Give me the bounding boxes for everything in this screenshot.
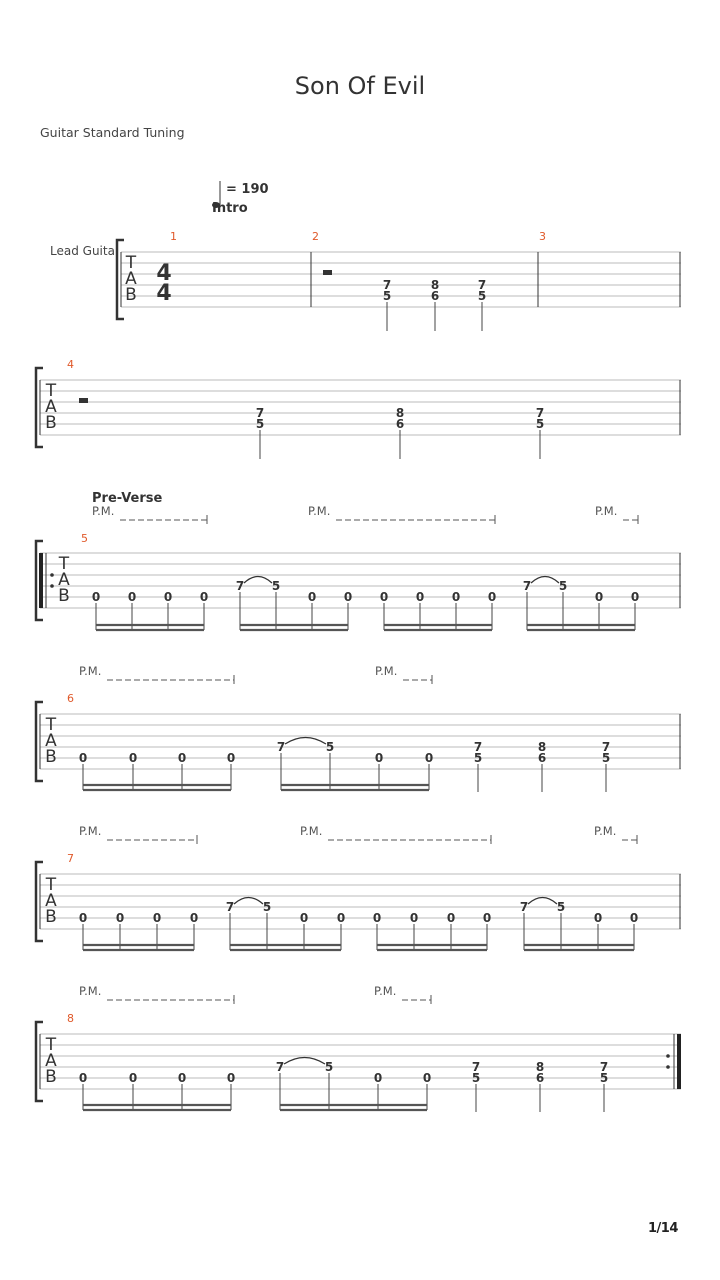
palm-mute-label: P.M. xyxy=(374,984,397,998)
tempo-label: = 190 xyxy=(226,182,269,197)
fret-number: 0 xyxy=(226,751,236,765)
slur-tie xyxy=(285,738,326,745)
fret-number: 0 xyxy=(409,911,419,925)
tab-clef-letter: T xyxy=(45,715,57,735)
fret-number: 7 xyxy=(601,740,611,754)
fret-number: 0 xyxy=(374,751,384,765)
fret-number: 7 xyxy=(599,1060,609,1074)
fret-number: 0 xyxy=(424,751,434,765)
fret-number: 0 xyxy=(629,911,639,925)
fret-number: 0 xyxy=(594,590,604,604)
fret-number: 0 xyxy=(177,751,187,765)
bar-number: 5 xyxy=(81,532,88,545)
fret-number: 0 xyxy=(372,911,382,925)
fret-number: 6 xyxy=(430,289,440,303)
fret-number: 5 xyxy=(556,900,566,914)
slur-tie xyxy=(284,1058,325,1065)
tab-clef-letter: A xyxy=(45,397,57,417)
whole-rest xyxy=(79,398,88,403)
tab-clef-letter: A xyxy=(58,570,70,590)
fret-number: 5 xyxy=(324,1060,334,1074)
tab-clef-letter: T xyxy=(58,554,70,574)
fret-number: 5 xyxy=(599,1071,609,1085)
fret-number: 0 xyxy=(163,590,173,604)
fret-number: 8 xyxy=(430,278,440,292)
tab-clef-letter: B xyxy=(45,747,57,767)
fret-number: 7 xyxy=(382,278,392,292)
fret-number: 0 xyxy=(189,911,199,925)
fret-number: 7 xyxy=(235,579,245,593)
fret-number: 5 xyxy=(271,579,281,593)
page-indicator: 1/14 xyxy=(648,1221,678,1236)
fret-number: 7 xyxy=(522,579,532,593)
fret-number: 5 xyxy=(262,900,272,914)
fret-number: 0 xyxy=(487,590,497,604)
palm-mute-label: P.M. xyxy=(79,984,102,998)
fret-number: 0 xyxy=(343,590,353,604)
fret-number: 5 xyxy=(601,751,611,765)
palm-mute-label: P.M. xyxy=(594,824,617,838)
palm-mute-label: P.M. xyxy=(92,504,115,518)
bar-number: 3 xyxy=(539,230,546,243)
fret-number: 7 xyxy=(477,278,487,292)
time-sig-top: 4 xyxy=(156,261,172,286)
fret-number: 7 xyxy=(255,406,265,420)
fret-number: 5 xyxy=(477,289,487,303)
fret-number: 5 xyxy=(473,751,483,765)
fret-number: 7 xyxy=(275,1060,285,1074)
tuning-label: Guitar Standard Tuning xyxy=(40,125,185,140)
fret-number: 0 xyxy=(226,1071,236,1085)
fret-number: 0 xyxy=(422,1071,432,1085)
fret-number: 0 xyxy=(451,590,461,604)
fret-number: 6 xyxy=(535,1071,545,1085)
tab-clef-letter: B xyxy=(125,285,137,305)
bar-number: 8 xyxy=(67,1012,74,1025)
tab-clef-letter: T xyxy=(45,381,57,401)
track-name: Lead Guita xyxy=(50,244,115,258)
time-sig-bottom: 4 xyxy=(156,281,172,306)
fret-number: 0 xyxy=(446,911,456,925)
tab-clef-letter: T xyxy=(45,1035,57,1055)
fret-number: 0 xyxy=(91,590,101,604)
slur-tie xyxy=(244,577,272,584)
fret-number: 0 xyxy=(336,911,346,925)
fret-number: 6 xyxy=(395,417,405,431)
fret-number: 7 xyxy=(471,1060,481,1074)
fret-number: 0 xyxy=(299,911,309,925)
palm-mute-label: P.M. xyxy=(79,824,102,838)
tab-clef-letter: B xyxy=(45,413,57,433)
bar-number: 4 xyxy=(67,358,74,371)
repeat-dot xyxy=(666,1054,670,1058)
fret-number: 0 xyxy=(78,911,88,925)
fret-number: 5 xyxy=(255,417,265,431)
fret-number: 0 xyxy=(373,1071,383,1085)
tab-clef-letter: A xyxy=(45,891,57,911)
repeat-dot xyxy=(666,1065,670,1069)
fret-number: 0 xyxy=(127,590,137,604)
fret-number: 0 xyxy=(630,590,640,604)
fret-number: 0 xyxy=(415,590,425,604)
fret-number: 7 xyxy=(225,900,235,914)
slur-tie xyxy=(234,898,263,905)
fret-number: 0 xyxy=(115,911,125,925)
section-pre-verse: Pre-Verse xyxy=(92,491,163,506)
tab-clef-letter: T xyxy=(45,875,57,895)
fret-number: 5 xyxy=(325,740,335,754)
palm-mute-label: P.M. xyxy=(79,664,102,678)
fret-number: 0 xyxy=(482,911,492,925)
fret-number: 8 xyxy=(535,1060,545,1074)
tab-clef-letter: B xyxy=(58,586,70,606)
fret-number: 8 xyxy=(395,406,405,420)
fret-number: 0 xyxy=(307,590,317,604)
palm-mute-label: P.M. xyxy=(595,504,618,518)
palm-mute-label: P.M. xyxy=(300,824,323,838)
bar-number: 1 xyxy=(170,230,177,243)
slur-tie xyxy=(531,577,559,584)
tab-clef-letter: A xyxy=(125,269,137,289)
fret-number: 0 xyxy=(177,1071,187,1085)
tab-clef-letter: A xyxy=(45,1051,57,1071)
palm-mute-label: P.M. xyxy=(375,664,398,678)
fret-number: 0 xyxy=(128,1071,138,1085)
fret-number: 0 xyxy=(128,751,138,765)
fret-number: 0 xyxy=(379,590,389,604)
fret-number: 0 xyxy=(593,911,603,925)
fret-number: 7 xyxy=(276,740,286,754)
palm-mute-label: P.M. xyxy=(308,504,331,518)
fret-number: 8 xyxy=(537,740,547,754)
fret-number: 7 xyxy=(535,406,545,420)
tab-clef-letter: B xyxy=(45,907,57,927)
repeat-dot xyxy=(50,573,54,577)
fret-number: 5 xyxy=(382,289,392,303)
fret-number: 0 xyxy=(78,751,88,765)
fret-number: 5 xyxy=(471,1071,481,1085)
tab-clef-letter: B xyxy=(45,1067,57,1087)
slur-tie xyxy=(528,898,557,905)
fret-number: 6 xyxy=(537,751,547,765)
section-intro: Intro xyxy=(212,201,248,216)
song-title: Son Of Evil xyxy=(294,72,426,100)
fret-number: 0 xyxy=(199,590,209,604)
fret-number: 5 xyxy=(535,417,545,431)
tab-clef-letter: T xyxy=(125,253,137,273)
fret-number: 0 xyxy=(78,1071,88,1085)
fret-number: 7 xyxy=(473,740,483,754)
fret-number: 5 xyxy=(558,579,568,593)
bar-number: 2 xyxy=(312,230,319,243)
fret-number: 7 xyxy=(519,900,529,914)
bar-number: 6 xyxy=(67,692,74,705)
whole-rest xyxy=(323,270,332,275)
fret-number: 0 xyxy=(152,911,162,925)
bar-number: 7 xyxy=(67,852,74,865)
tab-clef-letter: A xyxy=(45,731,57,751)
repeat-dot xyxy=(50,584,54,588)
